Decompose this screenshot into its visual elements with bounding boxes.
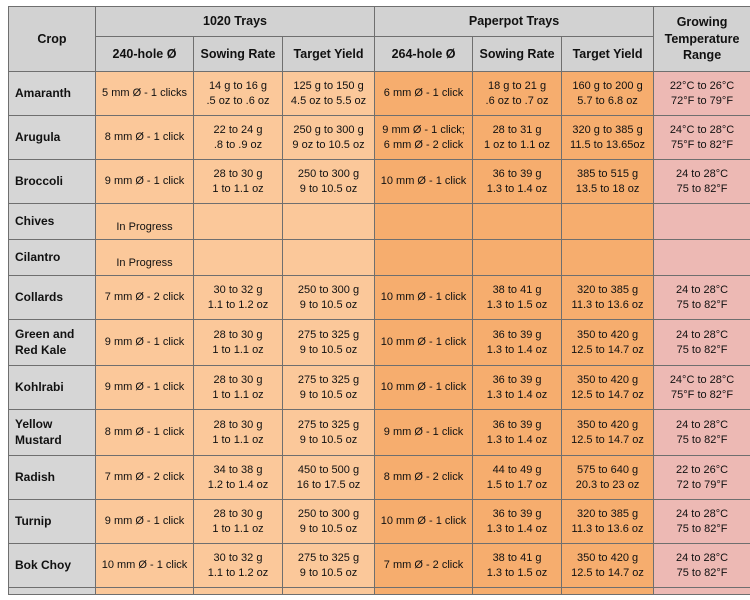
sowing-rate-1020-cell-line: 22 to 24 g bbox=[214, 124, 263, 136]
temperature-cell bbox=[654, 320, 750, 366]
target-yield-1020-cell-line: 250 to 300 g bbox=[298, 168, 359, 180]
temperature-cell-line: 24 to 28°C bbox=[676, 284, 728, 296]
hole-264-cell bbox=[375, 276, 473, 320]
sowing-rate-1020-cell-line: .8 to .9 oz bbox=[214, 139, 262, 151]
target-yield-paperpot-cell-line: 320 g to 385 g bbox=[572, 124, 642, 136]
hole-264-cell bbox=[375, 366, 473, 410]
hole-240-cell-line: 7 mm Ø - 2 click bbox=[105, 291, 184, 303]
hole-264-cell-line: 10 mm Ø - 1 click bbox=[381, 175, 467, 187]
sowing-rate-1020-cell bbox=[194, 456, 283, 500]
target-yield-1020-cell-line: 9 to 10.5 oz bbox=[300, 523, 358, 535]
sowing-rate-1020-cell-line: 28 to 30 g bbox=[214, 508, 263, 520]
sowing-rate-paperpot-cell bbox=[473, 320, 562, 366]
hole-264-cell-line: 9 mm Ø - 1 click; bbox=[382, 124, 465, 136]
sowing-rate-1020-cell-line: 1 to 1.1 oz bbox=[212, 389, 263, 401]
hole-240-cell bbox=[96, 116, 194, 160]
sowing-rate-paperpot-cell-line: 38 to 41 g bbox=[493, 552, 542, 564]
hole-240-cell bbox=[96, 160, 194, 204]
sowing-rate-1020-cell bbox=[194, 366, 283, 410]
temperature-cell-line: 24 to 28°C bbox=[676, 552, 728, 564]
sowing-rate-1020-cell bbox=[194, 500, 283, 544]
hole-264-cell bbox=[375, 116, 473, 160]
partial-cell bbox=[96, 588, 194, 595]
sowing-rate-1020-cell-line: 1 to 1.1 oz bbox=[212, 344, 263, 356]
hole-240-cell bbox=[96, 240, 194, 276]
crop-name bbox=[9, 456, 96, 500]
sowing-rate-1020-cell-line: 30 to 32 g bbox=[214, 552, 263, 564]
target-yield-paperpot-cell bbox=[562, 500, 654, 544]
temperature-cell-line: 24°C to 28°C bbox=[670, 124, 734, 136]
target-yield-1020-cell-line: 9 to 10.5 oz bbox=[300, 567, 358, 579]
sowing-rate-paperpot-cell bbox=[473, 160, 562, 204]
temperature-cell-line: 75 to 82°F bbox=[677, 299, 728, 311]
temperature-cell-line: 75 to 82°F bbox=[677, 567, 728, 579]
sowing-rate-1020-cell-line: 34 to 38 g bbox=[214, 464, 263, 476]
sowing-rate-paperpot-cell bbox=[473, 366, 562, 410]
sowing-rate-1020-cell-line: 28 to 30 g bbox=[214, 374, 263, 386]
table-row bbox=[9, 240, 750, 276]
temperature-cell-line: 24 to 28°C bbox=[676, 508, 728, 520]
sowing-rate-paperpot-cell bbox=[473, 116, 562, 160]
target-yield-1020-cell bbox=[283, 72, 375, 116]
target-yield-1020-cell-line: 125 g to 150 g bbox=[293, 80, 363, 92]
hole-264-cell bbox=[375, 544, 473, 588]
target-yield-1020-cell-line: 9 to 10.5 oz bbox=[300, 299, 358, 311]
sowing-rate-paperpot-cell bbox=[473, 204, 562, 240]
sowing-rate-paperpot-cell-line: 36 to 39 g bbox=[493, 374, 542, 386]
crop-name bbox=[9, 410, 96, 456]
table-row bbox=[9, 410, 750, 456]
crop-name-line: Arugula bbox=[15, 130, 60, 144]
target-yield-paperpot-cell-line: 12.5 to 14.7 oz bbox=[571, 434, 644, 446]
crop-name bbox=[9, 276, 96, 320]
target-yield-1020-cell-line: 4.5 oz to 5.5 oz bbox=[291, 95, 366, 107]
sowing-rate-paperpot-cell-line: 36 to 39 g bbox=[493, 329, 542, 341]
hole-240-cell-line: 9 mm Ø - 1 click bbox=[105, 175, 184, 187]
hole-240-cell bbox=[96, 366, 194, 410]
sowing-rate-1020-cell-line: .5 oz to .6 oz bbox=[207, 95, 270, 107]
partial-cell bbox=[654, 588, 750, 595]
sowing-rate-1020-cell-line: 28 to 30 g bbox=[214, 329, 263, 341]
hole-264-cell bbox=[375, 240, 473, 276]
target-yield-1020-cell-line: 275 to 325 g bbox=[298, 552, 359, 564]
sowing-rate-paperpot-cell bbox=[473, 72, 562, 116]
hole-264-cell-line: 10 mm Ø - 1 click bbox=[381, 515, 467, 527]
target-yield-paperpot-cell bbox=[562, 240, 654, 276]
target-yield-1020-cell-line: 450 to 500 g bbox=[298, 464, 359, 476]
target-yield-1020-cell bbox=[283, 410, 375, 456]
hole-264-header: 264-hole Ø bbox=[375, 37, 473, 72]
target-yield-1020-cell bbox=[283, 544, 375, 588]
sowing-rate-paperpot-cell-line: 1.3 to 1.4 oz bbox=[487, 344, 548, 356]
hole-264-cell-line: 7 mm Ø - 2 click bbox=[384, 559, 463, 571]
table-row bbox=[9, 456, 750, 500]
table-row bbox=[9, 320, 750, 366]
target-yield-1020-cell-line: 250 g to 300 g bbox=[293, 124, 363, 136]
hole-240-cell-line: 9 mm Ø - 1 click bbox=[105, 515, 184, 527]
sowing-rate-paperpot-cell bbox=[473, 544, 562, 588]
temperature-cell bbox=[654, 72, 750, 116]
target-yield-paperpot-cell-line: 320 to 385 g bbox=[577, 508, 638, 520]
target-yield-1020-cell-line: 9 to 10.5 oz bbox=[300, 434, 358, 446]
crop-name-line: Chives bbox=[15, 214, 54, 228]
crop-name-line: Bok Choy bbox=[15, 558, 71, 572]
target-yield-paperpot-cell bbox=[562, 366, 654, 410]
target-yield-1020-cell-line: 16 to 17.5 oz bbox=[297, 479, 361, 491]
table-row bbox=[9, 160, 750, 204]
sowing-rate-1020-cell bbox=[194, 240, 283, 276]
target-yield-paperpot-cell-line: 350 to 420 g bbox=[577, 552, 638, 564]
target-yield-paperpot-cell-line: 160 g to 200 g bbox=[572, 80, 642, 92]
target-yield-1020-cell-line: 9 oz to 10.5 oz bbox=[292, 139, 364, 151]
crop-name-line: Turnip bbox=[15, 514, 51, 528]
target-yield-1020-header: Target Yield bbox=[283, 37, 375, 72]
target-yield-paperpot-cell bbox=[562, 544, 654, 588]
sowing-rate-paperpot-cell-line: 38 to 41 g bbox=[493, 284, 542, 296]
target-yield-paperpot-cell bbox=[562, 204, 654, 240]
hole-240-cell-line: In Progress bbox=[116, 221, 172, 233]
hole-240-cell-line: 5 mm Ø - 1 clicks bbox=[102, 87, 187, 99]
partial-cell bbox=[194, 588, 283, 595]
temperature-cell-line: 24 to 28°C bbox=[676, 419, 728, 431]
temperature-cell-line: 24 to 28°C bbox=[676, 329, 728, 341]
temperature-header: Growing Temperature Range bbox=[654, 7, 750, 72]
target-yield-paperpot-cell bbox=[562, 160, 654, 204]
partial-cell bbox=[375, 588, 473, 595]
paperpot-header: Paperpot Trays bbox=[375, 7, 654, 37]
target-yield-paperpot-cell bbox=[562, 320, 654, 366]
sowing-rate-1020-cell bbox=[194, 160, 283, 204]
sowing-rate-paperpot-cell-line: 1.3 to 1.4 oz bbox=[487, 183, 548, 195]
table-row-partial bbox=[9, 588, 750, 595]
temperature-cell bbox=[654, 204, 750, 240]
sowing-rate-1020-cell-line: 1.2 to 1.4 oz bbox=[208, 479, 269, 491]
sowing-rate-paperpot-cell-line: 1 oz to 1.1 oz bbox=[484, 139, 550, 151]
target-yield-1020-cell bbox=[283, 500, 375, 544]
target-yield-paperpot-cell-line: 20.3 to 23 oz bbox=[576, 479, 640, 491]
hole-264-cell bbox=[375, 500, 473, 544]
sowing-rate-paperpot-cell-line: 1.3 to 1.4 oz bbox=[487, 434, 548, 446]
trays-1020-header: 1020 Trays bbox=[96, 7, 375, 37]
target-yield-1020-cell bbox=[283, 366, 375, 410]
temperature-cell-line: 22°C to 26°C bbox=[670, 80, 734, 92]
sowing-rate-paperpot-cell-line: 28 to 31 g bbox=[493, 124, 542, 136]
hole-264-cell bbox=[375, 410, 473, 456]
target-yield-1020-cell bbox=[283, 456, 375, 500]
temperature-cell-line: 22 to 26°C bbox=[676, 464, 728, 476]
target-yield-paperpot-cell-line: 12.5 to 14.7 oz bbox=[571, 567, 644, 579]
crop-name-line: Cilantro bbox=[15, 250, 60, 264]
target-yield-paperpot-cell-line: 350 to 420 g bbox=[577, 329, 638, 341]
sowing-rate-1020-cell-line: 1.1 to 1.2 oz bbox=[208, 567, 269, 579]
hole-240-cell bbox=[96, 500, 194, 544]
target-yield-1020-cell bbox=[283, 320, 375, 366]
sowing-rate-paperpot-cell-line: 18 g to 21 g bbox=[488, 80, 546, 92]
hole-264-cell-line: 10 mm Ø - 1 click bbox=[381, 381, 467, 393]
target-yield-1020-cell bbox=[283, 116, 375, 160]
sowing-rate-1020-cell-line: 1.1 to 1.2 oz bbox=[208, 299, 269, 311]
sowing-rate-paperpot-cell bbox=[473, 500, 562, 544]
target-yield-paperpot-cell-line: 13.5 to 18 oz bbox=[576, 183, 640, 195]
table-row bbox=[9, 500, 750, 544]
crop-name bbox=[9, 240, 96, 276]
target-yield-1020-cell bbox=[283, 204, 375, 240]
temperature-cell-line: 75 to 82°F bbox=[677, 183, 728, 195]
temperature-cell-line: 75 to 82°F bbox=[677, 344, 728, 356]
sowing-rate-paperpot-cell-line: 44 to 49 g bbox=[493, 464, 542, 476]
temperature-cell-line: 75 to 82°F bbox=[677, 434, 728, 446]
crop-name bbox=[9, 160, 96, 204]
sowing-rate-1020-cell bbox=[194, 544, 283, 588]
hole-264-cell-line: 10 mm Ø - 1 click bbox=[381, 336, 467, 348]
sowing-rate-paperpot-cell-line: 36 to 39 g bbox=[493, 508, 542, 520]
temperature-cell bbox=[654, 366, 750, 410]
hole-264-cell-line: 8 mm Ø - 2 click bbox=[384, 471, 463, 483]
partial-cell bbox=[473, 588, 562, 595]
target-yield-1020-cell-line: 275 to 325 g bbox=[298, 329, 359, 341]
target-yield-paperpot-cell-line: 575 to 640 g bbox=[577, 464, 638, 476]
temperature-cell bbox=[654, 116, 750, 160]
table-row bbox=[9, 116, 750, 160]
growing-guide-table bbox=[8, 6, 750, 595]
sowing-rate-paperpot-cell-line: 1.3 to 1.4 oz bbox=[487, 523, 548, 535]
crop-name bbox=[9, 72, 96, 116]
sowing-rate-1020-cell bbox=[194, 72, 283, 116]
sowing-rate-paperpot-cell-line: 1.5 to 1.7 oz bbox=[487, 479, 548, 491]
hole-264-cell-line: 6 mm Ø - 2 click bbox=[384, 139, 463, 151]
sowing-rate-paperpot-cell bbox=[473, 456, 562, 500]
sowing-rate-paperpot-cell-line: 36 to 39 g bbox=[493, 168, 542, 180]
target-yield-paperpot-header: Target Yield bbox=[562, 37, 654, 72]
sowing-rate-1020-cell bbox=[194, 204, 283, 240]
crop-name bbox=[9, 500, 96, 544]
sowing-rate-paperpot-cell-line: 36 to 39 g bbox=[493, 419, 542, 431]
temperature-cell-line: 24 to 28°C bbox=[676, 168, 728, 180]
target-yield-paperpot-cell-line: 12.5 to 14.7 oz bbox=[571, 344, 644, 356]
sowing-rate-1020-header: Sowing Rate bbox=[194, 37, 283, 72]
sowing-rate-1020-cell-line: 1 to 1.1 oz bbox=[212, 434, 263, 446]
crop-name-line: Green and Red Kale bbox=[15, 327, 74, 357]
hole-240-cell bbox=[96, 276, 194, 320]
target-yield-paperpot-cell-line: 385 to 515 g bbox=[577, 168, 638, 180]
target-yield-paperpot-cell-line: 350 to 420 g bbox=[577, 419, 638, 431]
temperature-cell bbox=[654, 456, 750, 500]
temperature-cell bbox=[654, 500, 750, 544]
temperature-cell-line: 75 to 82°F bbox=[677, 523, 728, 535]
hole-264-cell bbox=[375, 456, 473, 500]
target-yield-1020-cell-line: 250 to 300 g bbox=[298, 508, 359, 520]
target-yield-paperpot-cell-line: 350 to 420 g bbox=[577, 374, 638, 386]
hole-264-cell bbox=[375, 204, 473, 240]
hole-240-cell bbox=[96, 204, 194, 240]
target-yield-1020-cell-line: 275 to 325 g bbox=[298, 374, 359, 386]
table-row bbox=[9, 204, 750, 240]
hole-240-cell-line: 8 mm Ø - 1 click bbox=[105, 131, 184, 143]
target-yield-paperpot-cell-line: 320 to 385 g bbox=[577, 284, 638, 296]
target-yield-1020-cell-line: 9 to 10.5 oz bbox=[300, 344, 358, 356]
target-yield-paperpot-cell bbox=[562, 410, 654, 456]
crop-name-line: Broccoli bbox=[15, 174, 63, 188]
crop-name bbox=[9, 116, 96, 160]
sowing-rate-paperpot-cell-line: 1.3 to 1.4 oz bbox=[487, 389, 548, 401]
hole-240-cell-line: 7 mm Ø - 2 click bbox=[105, 471, 184, 483]
sowing-rate-paperpot-cell bbox=[473, 240, 562, 276]
temperature-cell-line: 24°C to 28°C bbox=[670, 374, 734, 386]
partial-cell bbox=[283, 588, 375, 595]
target-yield-1020-cell bbox=[283, 240, 375, 276]
sowing-rate-1020-cell bbox=[194, 276, 283, 320]
target-yield-paperpot-cell-line: 11.5 to 13.65oz bbox=[570, 139, 645, 151]
crop-name bbox=[9, 544, 96, 588]
hole-240-cell-line: 9 mm Ø - 1 click bbox=[105, 381, 184, 393]
sowing-rate-paperpot-cell-line: 1.3 to 1.5 oz bbox=[487, 567, 548, 579]
target-yield-1020-cell-line: 250 to 300 g bbox=[298, 284, 359, 296]
target-yield-1020-cell bbox=[283, 276, 375, 320]
hole-264-cell-line: 6 mm Ø - 1 click bbox=[384, 87, 463, 99]
hole-264-cell bbox=[375, 72, 473, 116]
header-row-groups bbox=[9, 7, 750, 37]
hole-240-cell-line: 9 mm Ø - 1 click bbox=[105, 336, 184, 348]
target-yield-paperpot-cell bbox=[562, 276, 654, 320]
temperature-cell bbox=[654, 544, 750, 588]
hole-240-cell-line: 10 mm Ø - 1 click bbox=[102, 559, 188, 571]
table-row bbox=[9, 276, 750, 320]
target-yield-1020-cell bbox=[283, 160, 375, 204]
crop-name-line: Amaranth bbox=[15, 86, 71, 100]
partial-cell bbox=[562, 588, 654, 595]
temperature-cell bbox=[654, 240, 750, 276]
sowing-rate-1020-cell-line: 28 to 30 g bbox=[214, 419, 263, 431]
crop-name bbox=[9, 204, 96, 240]
hole-240-cell-line: In Progress bbox=[116, 257, 172, 269]
crop-name-line: Collards bbox=[15, 290, 63, 304]
hole-264-cell-line: 10 mm Ø - 1 click bbox=[381, 291, 467, 303]
target-yield-1020-cell-line: 9 to 10.5 oz bbox=[300, 389, 358, 401]
sowing-rate-1020-cell-line: 28 to 30 g bbox=[214, 168, 263, 180]
hole-240-cell bbox=[96, 410, 194, 456]
sowing-rate-paperpot-cell bbox=[473, 276, 562, 320]
temperature-cell bbox=[654, 410, 750, 456]
target-yield-1020-cell-line: 9 to 10.5 oz bbox=[300, 183, 358, 195]
hole-264-cell bbox=[375, 160, 473, 204]
sowing-rate-paperpot-header: Sowing Rate bbox=[473, 37, 562, 72]
hole-240-cell-line: 8 mm Ø - 1 click bbox=[105, 426, 184, 438]
crop-name bbox=[9, 320, 96, 366]
sowing-rate-1020-cell bbox=[194, 410, 283, 456]
target-yield-paperpot-cell bbox=[562, 116, 654, 160]
target-yield-paperpot-cell-line: 5.7 to 6.8 oz bbox=[577, 95, 638, 107]
sowing-rate-1020-cell bbox=[194, 320, 283, 366]
hole-240-cell bbox=[96, 320, 194, 366]
crop-name-line: Kohlrabi bbox=[15, 380, 64, 394]
target-yield-paperpot-cell-line: 12.5 to 14.7 oz bbox=[571, 389, 644, 401]
temperature-cell-line: 72°F to 79°F bbox=[671, 95, 733, 107]
sowing-rate-1020-cell-line: 14 g to 16 g bbox=[209, 80, 267, 92]
sowing-rate-paperpot-cell bbox=[473, 410, 562, 456]
crop-name-line: Yellow Mustard bbox=[15, 417, 62, 447]
header-row-columns bbox=[9, 37, 750, 72]
target-yield-paperpot-cell-line: 11.3 to 13.6 oz bbox=[572, 299, 644, 311]
temperature-cell bbox=[654, 276, 750, 320]
target-yield-paperpot-cell bbox=[562, 456, 654, 500]
target-yield-paperpot-cell bbox=[562, 72, 654, 116]
table-row bbox=[9, 544, 750, 588]
temperature-cell-line: 72 to 79°F bbox=[677, 479, 728, 491]
sowing-rate-1020-cell-line: 1 to 1.1 oz bbox=[212, 183, 263, 195]
sowing-rate-paperpot-cell-line: .6 oz to .7 oz bbox=[486, 95, 549, 107]
target-yield-paperpot-cell-line: 11.3 to 13.6 oz bbox=[572, 523, 644, 535]
hole-240-cell bbox=[96, 72, 194, 116]
temperature-cell bbox=[654, 160, 750, 204]
sowing-rate-paperpot-cell-line: 1.3 to 1.5 oz bbox=[487, 299, 548, 311]
hole-240-cell bbox=[96, 544, 194, 588]
table-row bbox=[9, 366, 750, 410]
temperature-cell-line: 75°F to 82°F bbox=[671, 139, 733, 151]
crop-header: Crop bbox=[9, 7, 96, 72]
hole-240-header: 240-hole Ø bbox=[96, 37, 194, 72]
hole-264-cell-line: 9 mm Ø - 1 click bbox=[384, 426, 463, 438]
crop-name-line: Radish bbox=[15, 470, 55, 484]
hole-264-cell bbox=[375, 320, 473, 366]
partial-cell bbox=[9, 588, 96, 595]
target-yield-1020-cell-line: 275 to 325 g bbox=[298, 419, 359, 431]
sowing-rate-1020-cell-line: 30 to 32 g bbox=[214, 284, 263, 296]
crop-name bbox=[9, 366, 96, 410]
sowing-rate-1020-cell bbox=[194, 116, 283, 160]
temperature-cell-line: 75°F to 82°F bbox=[671, 389, 733, 401]
table-row bbox=[9, 72, 750, 116]
sowing-rate-1020-cell-line: 1 to 1.1 oz bbox=[212, 523, 263, 535]
hole-240-cell bbox=[96, 456, 194, 500]
